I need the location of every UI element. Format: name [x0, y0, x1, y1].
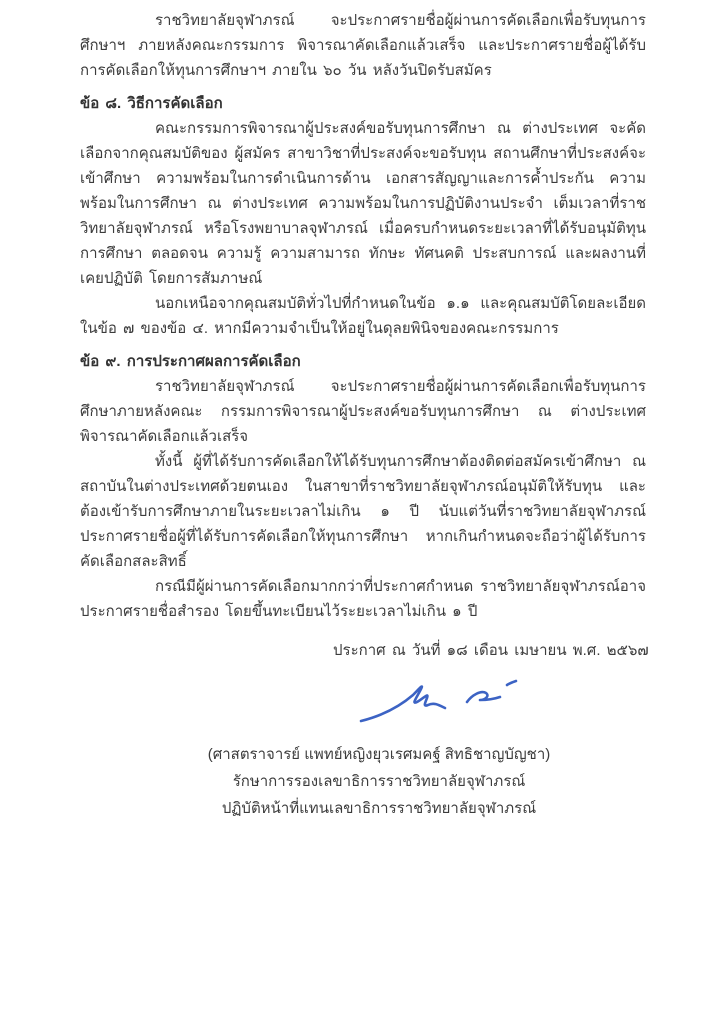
signer-title-1: รักษาการรองเลขาธิการราชวิทยาลัยจุฬาภรณ์	[232, 773, 526, 790]
signer-name: (ศาสตราจารย์ แพทย์หญิงยุวเรศมคฐ์ สิทธิชาญบัญชา)	[207, 746, 551, 763]
section-paragraph: ทั้งนี้ ผู้ที่ได้รับการคัดเลือกให้ได้รับทุนการศึกษาต้องติดต่อสมัครเข้าศึกษา ณ สถาบันในต่างประเทศด้วยตนเอง ในสาขาที่ราชวิทยาลัยจุฬาภรณ์อนุมัติให้รับทุน และต้องเข้ารับการศึกษาภายในระยะเวลาไม่เกิน ๑ ปี นับแต่วันที่ราชวิทยาลัยจุฬาภรณ์ ประกาศรายชื่อผู้ที่ได้รับการคัดเลือกให้ทุนการศึกษา หากเกินกำหนดจะถือว่าผู้ได้รับการคัดเลือกสละสิทธิ์	[80, 453, 646, 570]
section-heading-result-announcement: ข้อ ๙. การประกาศผลการคัดเลือก	[80, 353, 301, 370]
section-body	[80, 374, 646, 624]
section-selection-method	[80, 91, 646, 341]
signer-title-2: ปฏิบัติหน้าที่แทนเลขาธิการราชวิทยาลัยจุฬาภรณ์	[221, 800, 537, 817]
section-paragraph: นอกเหนือจากคุณสมบัติทั่วไปที่กำหนดในข้อ ๑.๑ และคุณสมบัติโดยละเอียดในข้อ ๗ ของข้อ ๔. หากมีความจำเป็นให้อยู่ในดุลยพินิจของคณะกรรมการ	[80, 295, 646, 337]
signature-area	[245, 671, 645, 737]
signer-block	[112, 741, 646, 822]
section-body	[80, 116, 646, 341]
section-result-announcement	[80, 349, 646, 624]
handwritten-signature-image	[355, 671, 535, 729]
section-heading-selection-method: ข้อ ๘. วิธีการคัดเลือก	[80, 95, 223, 112]
intro-paragraph: ราชวิทยาลัยจุฬาภรณ์ จะประกาศรายชื่อผู้ผ่านการคัดเลือกเพื่อรับทุนการศึกษาฯ ภายหลังคณะกรรมการ พิจารณาคัดเลือกแล้วเสร็จ และประกาศรายชื่อผู้ได้รับการคัดเลือกให้ทุนการศึกษาฯ ภายใน ๖๐ วัน หลังวันปิดรับสมัคร	[80, 12, 646, 79]
section-paragraph: คณะกรรมการพิจารณาผู้ประสงค์ขอรับทุนการศึกษา ณ ต่างประเทศ จะคัดเลือกจากคุณสมบัติของ ผู้สมัคร สาขาวิชาที่ประสงค์จะขอรับทุน สถานศึกษาที่ประสงค์จะเข้าศึกษา ความพร้อมในการดำเนินการด้าน เอกสารสัญญาและการค้ำประกัน ความพร้อมในการศึกษา ณ ต่างประเทศ ความพร้อมในการปฏิบัติงานประจำ เต็มเวลาที่ราชวิทยาลัยจุฬาภรณ์ หรือโรงพยาบาลจุฬาภรณ์ เมื่อครบกำหนดระยะเวลาที่ได้รับอนุมัติทุนการศึกษา ตลอดจน ความรู้ ความสามารถ ทักษะ ทัศนคติ ประสบการณ์ และผลงานที่เคยปฏิบัติ โดยการสัมภาษณ์	[80, 120, 646, 287]
section-paragraph: ราชวิทยาลัยจุฬาภรณ์ จะประกาศรายชื่อผู้ผ่านการคัดเลือกเพื่อรับทุนการศึกษาภายหลังคณะ กรรมการพิจารณาผู้ประสงค์ขอรับทุนการศึกษา ณ ต่างประเทศ พิจารณาคัดเลือกแล้วเสร็จ	[80, 378, 646, 445]
announcement-date-line: ประกาศ ณ วันที่ ๑๘ เดือน เมษายน พ.ศ. ๒๕๖๗	[333, 642, 649, 659]
section-paragraph: กรณีมีผู้ผ่านการคัดเลือกมากกว่าที่ประกาศกำหนด ราชวิทยาลัยจุฬาภรณ์อาจประกาศรายชื่อสำรอง โดยขึ้นทะเบียนไว้ระยะเวลาไม่เกิน ๑ ปี	[80, 578, 646, 620]
